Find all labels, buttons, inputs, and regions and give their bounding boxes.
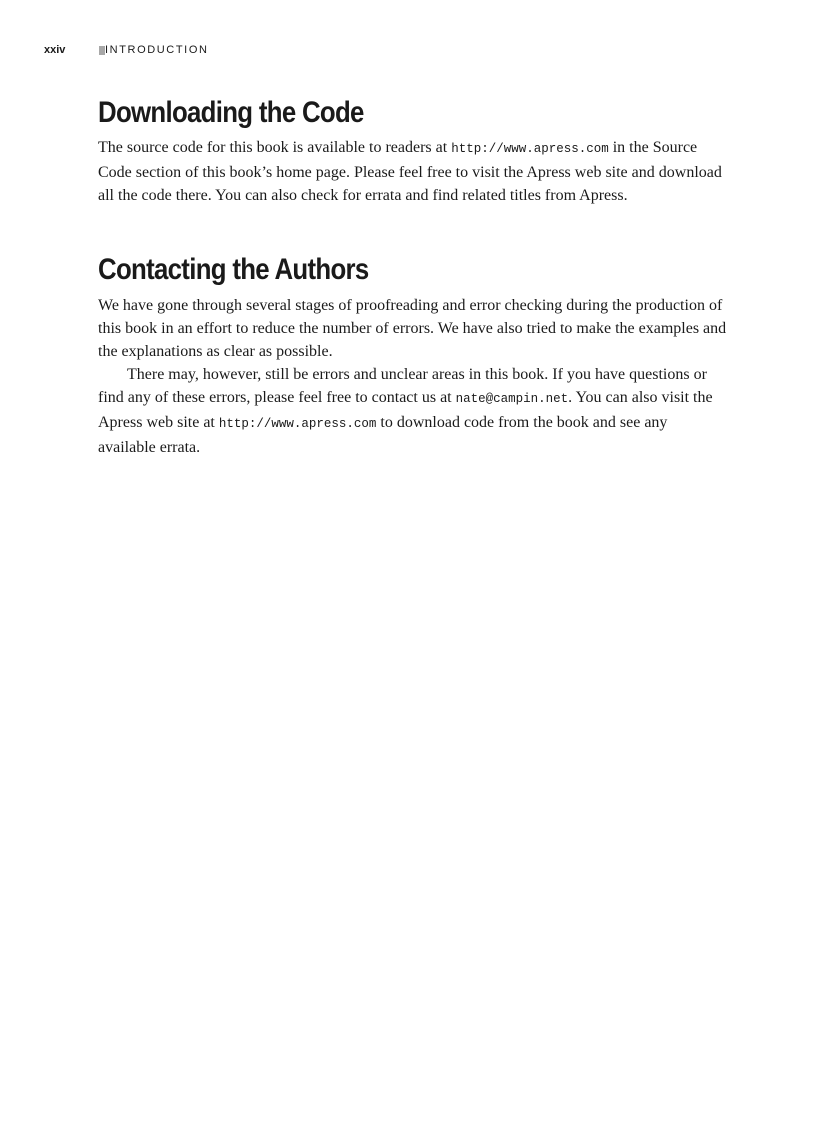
heading-downloading-the-code: Downloading the Code [98,96,364,129]
text-run: The source code for this book is available to readers at [98,139,452,156]
running-head-title: INTRODUCTION [105,44,209,56]
paragraph [98,294,728,363]
text-run: . You can also visit the Apress web site at [98,389,713,431]
code-url: http://www.apress.com [218,417,377,431]
text-run: to download code from the book and see any available errata. [98,414,668,456]
paragraph [98,136,728,207]
heading-contacting-the-authors: Contacting the Authors [98,253,369,286]
section-contacting-body [98,294,728,459]
page-body [98,93,728,459]
text-run: We have gone through several stages of proofreading and error checking during the production of this book in an effort to reduce the number of errors. We have also tried to make the examples and the explanations as clear as possible. [98,297,727,360]
running-head [44,44,344,58]
code-email: nate@campin.net [455,392,569,406]
page-number: xxiv [44,44,66,56]
code-url: http://www.apress.com [451,142,609,156]
paragraph [98,363,728,459]
text-run: There may, however, still be errors and unclear areas in this book. If you have questions or find any of these errors, please feel free to contact us at [98,366,707,406]
section-downloading-body [98,136,728,207]
text-run: in the Source Code section of this book’s home page. Please feel free to visit the Apress web site and download all the code there. You can also check for errata and find related titles from Apress. [98,139,722,204]
